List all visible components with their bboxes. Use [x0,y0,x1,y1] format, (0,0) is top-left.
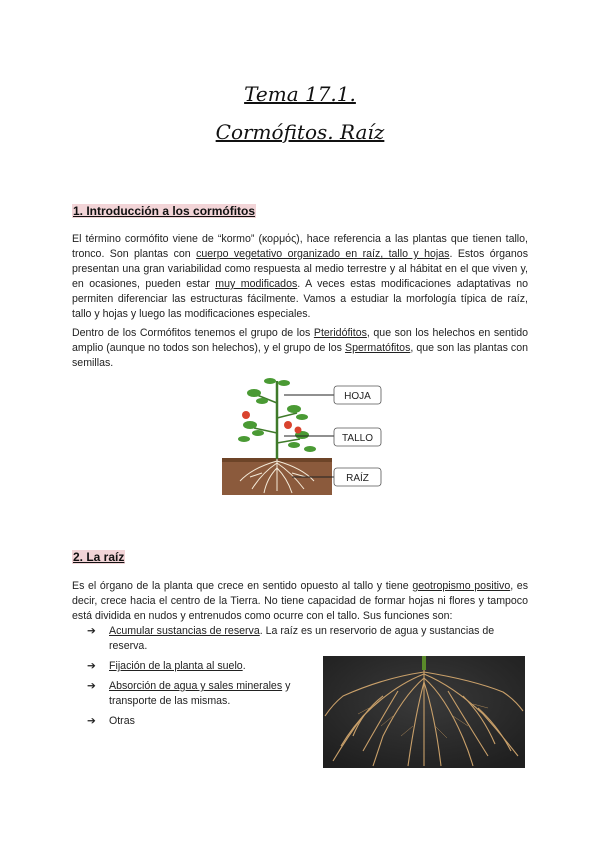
section-2-heading: 2. La raíz [73,550,125,564]
label-stem: TALLO [342,433,373,444]
list-item: ➔ Acumular sustancias de reserva. La raíz es un reservorio de agua y sustancias de reserva. [87,625,495,652]
section-2-paragraph-1: Es el órgano de la planta que crece en sentido opuesto al tallo y tiene geotropismo positivo, es decir, crece hacia el centro de la Tierra. No tiene capacidad de formar hojas ni flores y tampoco está dividida en nudos y entrenudos como ocurre con el tallo. Sus funciones son: [72,580,528,622]
page-title: Tema 17.1. [244,82,356,106]
underlined-term: Spermatófitos [345,342,411,354]
underlined-term: Pteridófitos [313,327,367,339]
list-item: ➔ Fijación de la planta al suelo. [87,660,246,672]
arrow-icon: ➔ [87,680,96,692]
arrow-icon: ➔ [87,660,96,672]
page-subtitle: Cormófitos. Raíz [215,120,385,144]
underlined-term: geotropismo positivo [412,580,511,592]
list-item: ➔ Absorción de agua y sales minerales y transporte de las mismas. [87,680,291,707]
section-1-heading: 1. Introducción a los cormófitos [73,204,256,218]
underlined-term: cuerpo vegetativo organizado en raíz, tallo y hojas [196,248,450,260]
label-root: RAÍZ [346,473,369,484]
section-1-paragraph-1: El término cormófito viene de “kormo” (κορμός), hace referencia a las plantas que tienen tallo, tronco. Son plantas con cuerpo vegetativo organizado en raíz, tallo y hojas. Estos órganos presentan una gran variabilidad como respuesta al medio terrestre y al hábitat en el que viven y, en ocasiones, pueden estar muy modificados. A veces estas modificaciones adaptativas no permiten diferenciar las estructuras fácilmente. Vamos a estudiar la morfología típica de raíz, tallo y hojas y luego las modificaciones especiales. [72,233,529,320]
label-leaf: HOJA [344,391,371,402]
list-item: ➔ Otras [87,715,135,727]
plant-diagram [222,373,387,495]
arrow-icon: ➔ [87,715,96,727]
section-1-paragraph-2: Dentro de los Cormófitos tenemos el grupo de los Pteridófitos, que son los helechos en sentido amplio (aunque no todos son helechos), y el grupo de los Spermatófitos, que son las plantas con semillas. [72,327,528,369]
arrow-icon: ➔ [87,625,96,637]
root-photo [323,656,525,768]
underlined-term: muy modificados [215,278,298,290]
